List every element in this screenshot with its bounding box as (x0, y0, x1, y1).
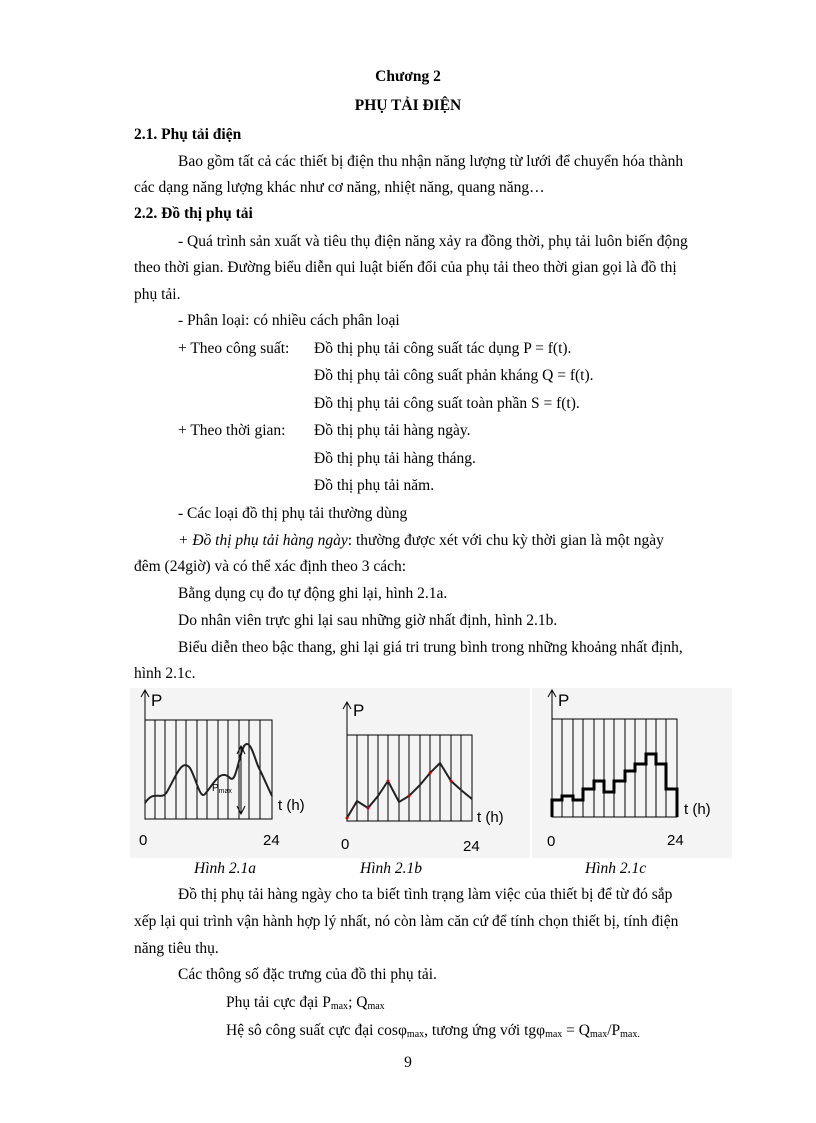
power-item: Đồ thị phụ tải công suất toàn phần S = f(t). (314, 395, 580, 412)
time-item: Đồ thị phụ tải năm. (314, 477, 435, 494)
y-axis-label: P (558, 691, 570, 710)
time-item: Đồ thị phụ tải hàng tháng. (314, 450, 476, 467)
x-axis-label: t (h) (477, 809, 504, 826)
paragraph-line: Đồ thị phụ tải hàng ngày cho ta biết tình trạng làm việc của thiết bị để từ đó sắp (178, 886, 673, 903)
paragraph-line: Bao gồm tất cả các thiết bị điện thu nhận năng lượng từ lưới để chuyển hóa thành (178, 153, 684, 170)
y-axis-label: P (151, 691, 163, 710)
paragraph-line: năng tiêu thụ. (134, 940, 219, 957)
method-2: Do nhân viên trực ghi lại sau những giờ nhất định, hình 2.1b. (178, 612, 558, 629)
pmax-line: Phụ tải cực đại $P_{max}$; $Q_{max}$ (226, 994, 385, 1012)
classify-line: - Phân loại: có nhiều cách phân loại (178, 312, 400, 329)
paragraph-line: phụ tải. (134, 286, 181, 303)
chapter-number: Chương 2 (375, 68, 441, 85)
x-start-tick: 0 (547, 833, 556, 850)
x-end-tick: 24 (667, 832, 684, 849)
paragraph-line: - Quá trình sản xuất và tiêu thụ điện năng xảy ra đồng thời, phụ tải luôn biến động (178, 233, 688, 250)
caption-2-1b: Hình 2.1b (360, 860, 422, 877)
power-item: Đồ thị phụ tải công suất tác dụng P = f(t). (314, 340, 572, 357)
method-3: Biểu diễn theo bậc thang, ghi lại giá tri trung bình trong những khoảng nhất định, (178, 639, 683, 656)
daily-line (178, 532, 718, 550)
caption-2-1a: Hình 2.1a (194, 860, 256, 877)
section-heading-2-2: 2.2. Đồ thị phụ tải (134, 205, 253, 222)
page-number: 9 (404, 1054, 412, 1071)
by-power-label: + Theo công suất: (178, 340, 290, 357)
daily-label: + Đồ thị phụ tải hàng ngày (178, 532, 348, 549)
by-time-label: + Theo thời gian: (178, 422, 286, 439)
cosphi-line: Hệ sô công suất cực đại cosφ$_{max}$, tương ứng với $tg\varphi_{max} = Q_{max}/P_{max.}$ (226, 1022, 640, 1040)
chapter-title: PHỤ TẢI ĐIỆN (354, 97, 462, 114)
params-intro: Các thông số đặc trưng của đồ thi phụ tải. (178, 966, 437, 983)
paragraph-line: hình 2.1c. (134, 665, 196, 682)
section-heading-2-1: 2.1. Phụ tải điện (134, 126, 242, 143)
y-axis-label: P (353, 701, 365, 720)
x-end-tick: 24 (263, 832, 280, 849)
figure-2-1b (330, 688, 530, 858)
paragraph-line: theo thời gian. Đường biểu diễn qui luật biến đổi của phụ tải theo thời gian gọi là đồ thị (134, 259, 677, 276)
x-axis-label: t (h) (684, 801, 711, 818)
types-line: - Các loại đồ thị phụ tải thường dùng (178, 505, 408, 522)
figure-2-1a (130, 688, 330, 858)
time-item: Đồ thị phụ tải hàng ngày. (314, 422, 471, 439)
x-axis-label: t (h) (278, 797, 305, 814)
paragraph-line: đêm (24giờ) và có thể xác định theo 3 cách: (134, 558, 407, 575)
x-start-tick: 0 (341, 836, 350, 853)
daily-rest: : thường được xét với chu kỳ thời gian là một ngày (347, 532, 664, 549)
x-start-tick: 0 (139, 832, 148, 849)
x-end-tick: 24 (463, 838, 480, 855)
caption-2-1c: Hình 2.1c (585, 860, 647, 877)
method-1: Bằng dụng cụ đo tự động ghi lại, hình 2.1a. (178, 585, 448, 602)
power-item: Đồ thị phụ tải công suất phản kháng Q = f(t). (314, 367, 594, 384)
paragraph-line: xếp lại qui trình vận hành hợp lý nhất, nó còn làm căn cứ để tính chọn thiết bị, tính điện (134, 913, 679, 930)
paragraph-line: các dạng năng lượng khác như cơ năng, nhiệt năng, quang năng… (134, 179, 545, 196)
pmax-label: $P_{max}$ (212, 783, 232, 795)
figure-2-1c (532, 688, 732, 858)
